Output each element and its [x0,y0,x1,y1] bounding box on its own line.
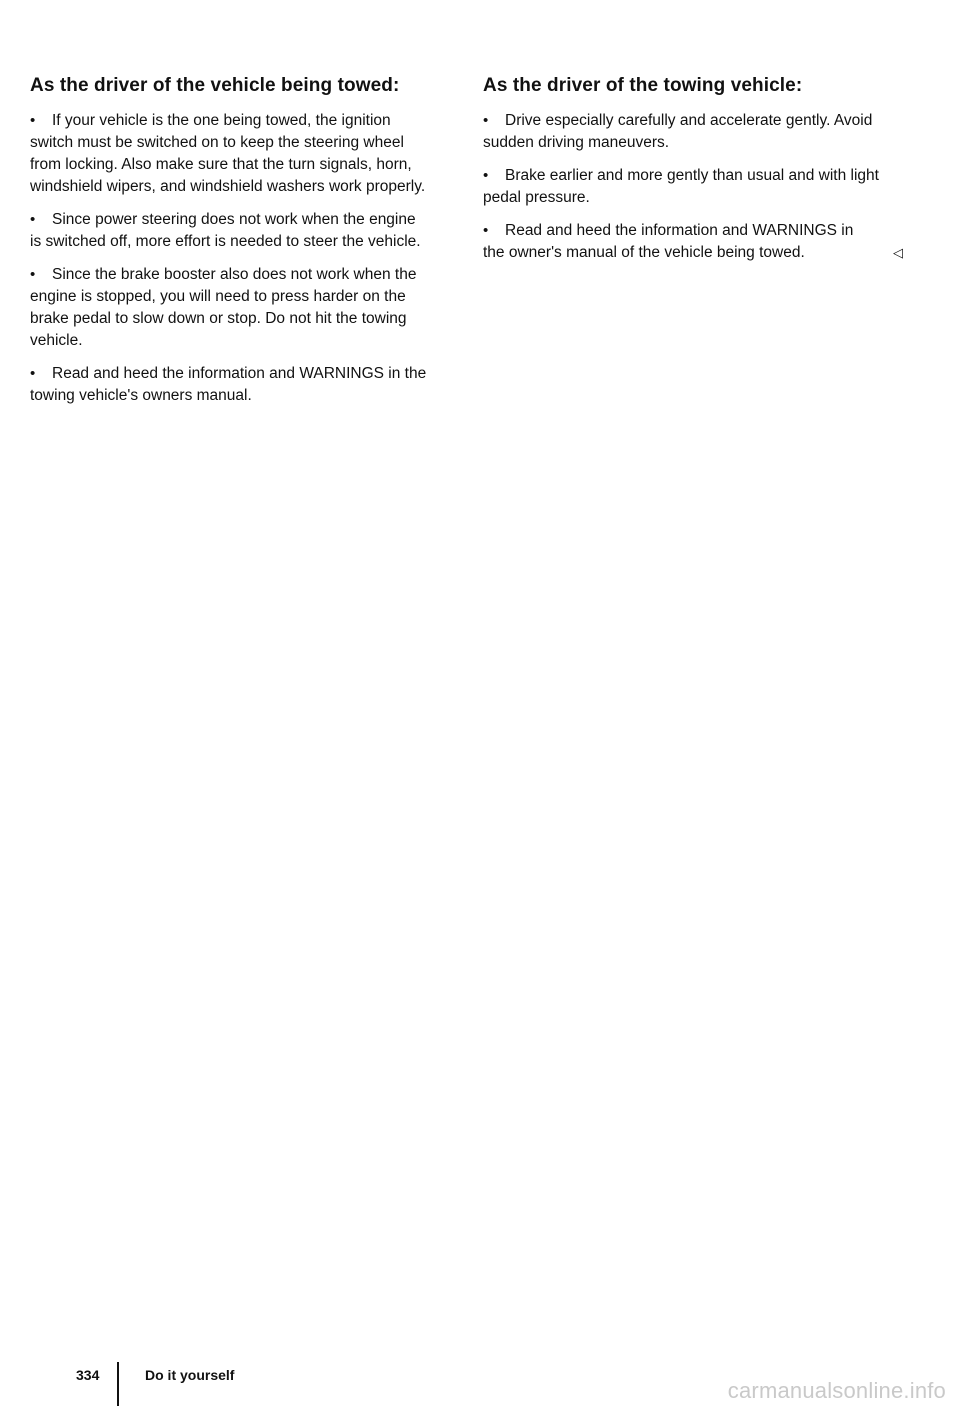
right-column [483,74,903,275]
bullet-icon: • [30,266,36,283]
bullet-icon: • [30,112,36,129]
section-end-icon: ◁ [893,245,903,260]
towed-vehicle-heading: As the driver of the vehicle being towed: [30,75,400,96]
page-number: 334 [76,1367,100,1383]
footer-divider [117,1362,119,1406]
list-item [483,110,903,154]
list-item-text: Read and heed the information and WARNINGS in the towing vehicle's owners manual. [30,365,427,404]
bullet-icon: • [30,365,36,382]
bullet-icon: • [30,211,36,228]
list-item-text: Read and heed the information and WARNINGS in the owner's manual of the vehicle being towed. [483,222,854,261]
list-item-text: Brake earlier and more gently than usual and with light pedal pressure. [483,167,879,206]
towed-vehicle-list [30,110,430,407]
list-item [483,220,903,264]
watermark: carmanualsonline.info [727,1378,946,1403]
list-item [30,209,430,253]
page-footer [0,1358,960,1408]
list-item-text: If your vehicle is the one being towed, the ignition switch must be switched on to keep the steering wheel from locking. Also make sure that the turn signals, horn, windshield wipers, and windshield washers work properly. [30,112,426,195]
left-column [30,74,430,418]
footer-section-title: Do it yourself [145,1367,235,1383]
list-item-text: Drive especially carefully and accelerate gently. Avoid sudden driving maneuvers. [483,112,873,151]
list-item [30,363,430,407]
towing-vehicle-list [483,110,903,264]
list-item-text: Since power steering does not work when the engine is switched off, more effort is needed to steer the vehicle. [30,211,421,250]
list-item [30,110,430,198]
towing-vehicle-heading: As the driver of the towing vehicle: [483,75,803,96]
bullet-icon: • [483,222,489,239]
list-item [30,264,430,352]
list-item-text: Since the brake booster also does not work when the engine is stopped, you will need to press harder on the brake pedal to slow down or stop. Do not hit the towing vehicle. [30,266,417,349]
list-item [483,165,903,209]
bullet-icon: • [483,112,489,129]
bullet-icon: • [483,167,489,184]
